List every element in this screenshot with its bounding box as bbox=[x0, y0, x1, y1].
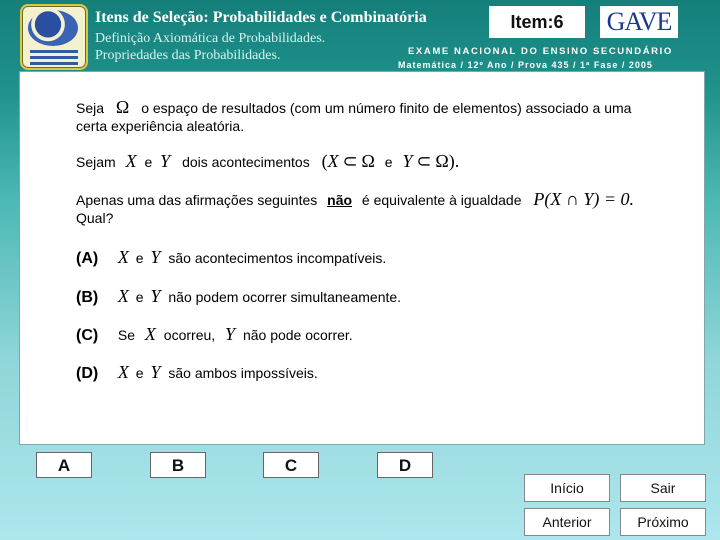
question-line-4 bbox=[76, 190, 634, 209]
subset-symbol: ⊂ bbox=[342, 151, 358, 171]
text: e bbox=[135, 250, 144, 266]
text: Se bbox=[117, 327, 136, 343]
answer-a-button[interactable]: A bbox=[36, 452, 92, 478]
text: e bbox=[135, 289, 144, 305]
question-line-2: certa experiência aleatória. bbox=[76, 118, 245, 134]
var-x: X bbox=[117, 362, 129, 382]
paren: ( bbox=[321, 151, 328, 171]
text: Apenas uma das afirmações seguintes bbox=[76, 192, 318, 208]
option-c bbox=[76, 325, 353, 345]
var-x: X bbox=[117, 286, 129, 306]
subset-symbol: ⊂ bbox=[416, 151, 432, 171]
logo-line bbox=[30, 62, 78, 65]
question-line-5: Qual? bbox=[76, 210, 114, 226]
option-d bbox=[76, 363, 318, 383]
option-text: são acontecimentos incompatíveis. bbox=[168, 250, 387, 266]
logo-line bbox=[30, 56, 78, 59]
exam-details: Matemática / 12º Ano / Prova 435 / 1ª Fase / 2005 bbox=[398, 60, 653, 70]
next-button[interactable]: Próximo bbox=[620, 508, 706, 536]
emphasis-nao: não bbox=[327, 192, 353, 208]
var-y: Y bbox=[402, 151, 413, 171]
school-seal-icon bbox=[28, 10, 78, 46]
option-label: (D) bbox=[76, 365, 99, 382]
question-line-3 bbox=[76, 152, 459, 171]
option-a bbox=[76, 248, 386, 268]
option-b bbox=[76, 287, 401, 307]
text: e bbox=[144, 154, 153, 170]
var-x: X bbox=[117, 247, 129, 267]
question-line-1 bbox=[76, 98, 631, 117]
page-title: Itens de Seleção: Probabilidades e Combinatória bbox=[95, 9, 427, 26]
option-label: (C) bbox=[76, 327, 99, 344]
var-y: Y bbox=[160, 151, 171, 171]
var-x: X bbox=[327, 151, 339, 171]
option-text: são ambos impossíveis. bbox=[168, 365, 318, 381]
paren: ). bbox=[448, 151, 460, 171]
exit-button[interactable]: Sair bbox=[620, 474, 706, 502]
previous-button[interactable]: Anterior bbox=[524, 508, 610, 536]
text: ocorreu, bbox=[163, 327, 216, 343]
omega-symbol: Ω bbox=[361, 151, 375, 171]
option-text: não podem ocorrer simultaneamente. bbox=[168, 289, 402, 305]
var-y: Y bbox=[150, 247, 161, 267]
answer-d-button[interactable]: D bbox=[377, 452, 433, 478]
formula: P(X ∩ Y) = 0. bbox=[533, 189, 635, 209]
exam-title: EXAME NACIONAL DO ENSINO SECUNDÁRIO bbox=[408, 46, 673, 57]
omega-symbol: Ω bbox=[435, 151, 449, 171]
text: e bbox=[384, 154, 393, 170]
var-y: Y bbox=[150, 362, 161, 382]
var-x: X bbox=[125, 151, 137, 171]
logo-line bbox=[30, 50, 78, 53]
option-text: não pode ocorrer. bbox=[242, 327, 353, 343]
var-y: Y bbox=[225, 324, 236, 344]
subtitle-2: Propriedades das Probabilidades. bbox=[95, 48, 281, 63]
subtitle-1: Definição Axiomática de Probabilidades. bbox=[95, 31, 326, 46]
text: e bbox=[135, 365, 144, 381]
text: dois acontecimentos bbox=[182, 154, 310, 170]
text: é equivalente à igualdade bbox=[361, 192, 522, 208]
school-logo bbox=[20, 4, 88, 70]
omega-symbol: Ω bbox=[115, 97, 130, 117]
answer-c-button[interactable]: C bbox=[263, 452, 319, 478]
gave-logo: GAVE bbox=[600, 6, 678, 38]
option-label: (B) bbox=[76, 289, 99, 306]
question-panel bbox=[19, 71, 705, 445]
item-number-badge: Item:6 bbox=[489, 6, 585, 38]
home-button[interactable]: Início bbox=[524, 474, 610, 502]
text: Seja bbox=[76, 100, 105, 116]
option-label: (A) bbox=[76, 250, 99, 267]
text: Sejam bbox=[76, 154, 116, 170]
text: o espaço de resultados (com um número finito de elementos) associado a uma bbox=[141, 100, 632, 116]
var-x: X bbox=[144, 324, 156, 344]
answer-b-button[interactable]: B bbox=[150, 452, 206, 478]
var-y: Y bbox=[150, 286, 161, 306]
